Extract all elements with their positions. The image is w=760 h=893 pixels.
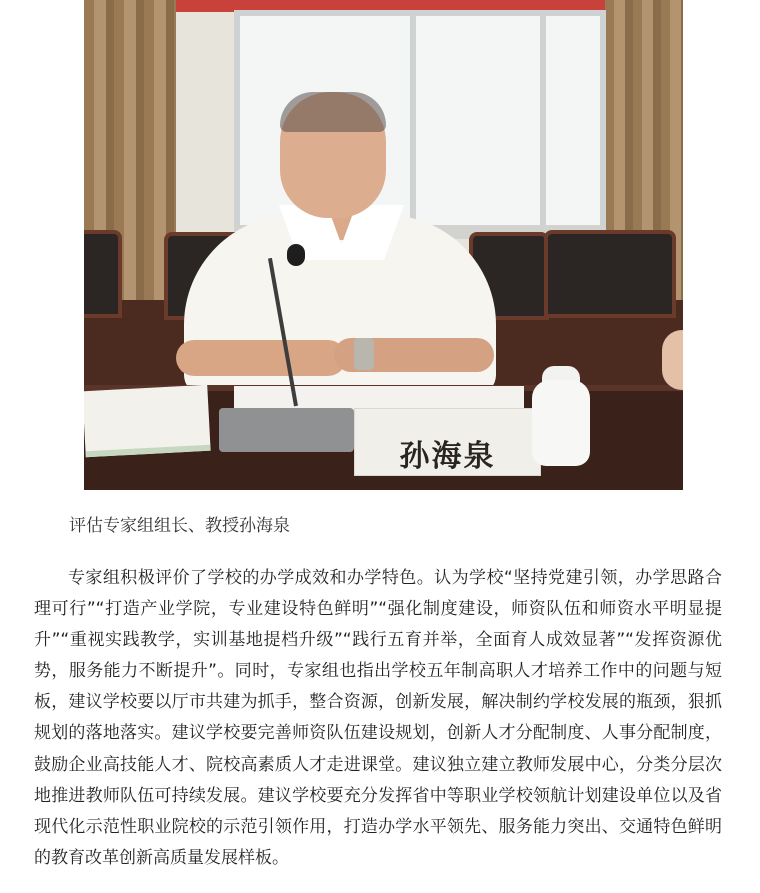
chair — [84, 230, 122, 318]
chair — [544, 230, 676, 318]
adjacent-person-arm — [662, 330, 683, 390]
nameplate — [354, 408, 541, 476]
paper-stack — [84, 385, 211, 457]
speaker-hair — [280, 92, 386, 132]
wristwatch — [354, 338, 374, 370]
speaker-arm-left — [176, 340, 346, 376]
photo-caption: 评估专家组组长、教授孙海泉 — [69, 516, 290, 536]
microphone-base — [219, 408, 354, 452]
speaker-photo — [84, 0, 683, 490]
nameplate-text: 孙海泉 — [399, 439, 496, 474]
tea-cup — [532, 380, 590, 466]
microphone-head — [287, 244, 305, 266]
article-paragraph: 专家组积极评价了学校的办学成效和办学特色。认为学校“坚持党建引领，办学思路合理可行”“打造产业学院，专业建设特色鲜明”“强化制度建设，师资队伍和师资水平明显提升”“重视实践教学，实训基地提档升级”“践行五育并举，全面育人成效显著”“发挥资源优势，服务能力不断提升”。同时，专家组也指出学校五年制高职人才培养工作中的问题与短板，建议学校要以厅市共建为抓手，整合资源，创新发展，解决制约学校发展的瓶颈，狠抓规划的落地落实。建议学校要完善师资队伍建设规划，创新人才分配制度、人事分配制度，鼓励企业高技能人才、院校高素质人才走进课堂。建议独立建立教师发展中心，分类分层次地推进教师队伍可持续发展。建议学校要充分发挥省中等职业学校领航计划建设单位以及省现代化示范性职业院校的示范引领作用，打造办学水平领先、服务能力突出、交通特色鲜明的教育改革创新高质量发展样板。 — [34, 568, 722, 868]
